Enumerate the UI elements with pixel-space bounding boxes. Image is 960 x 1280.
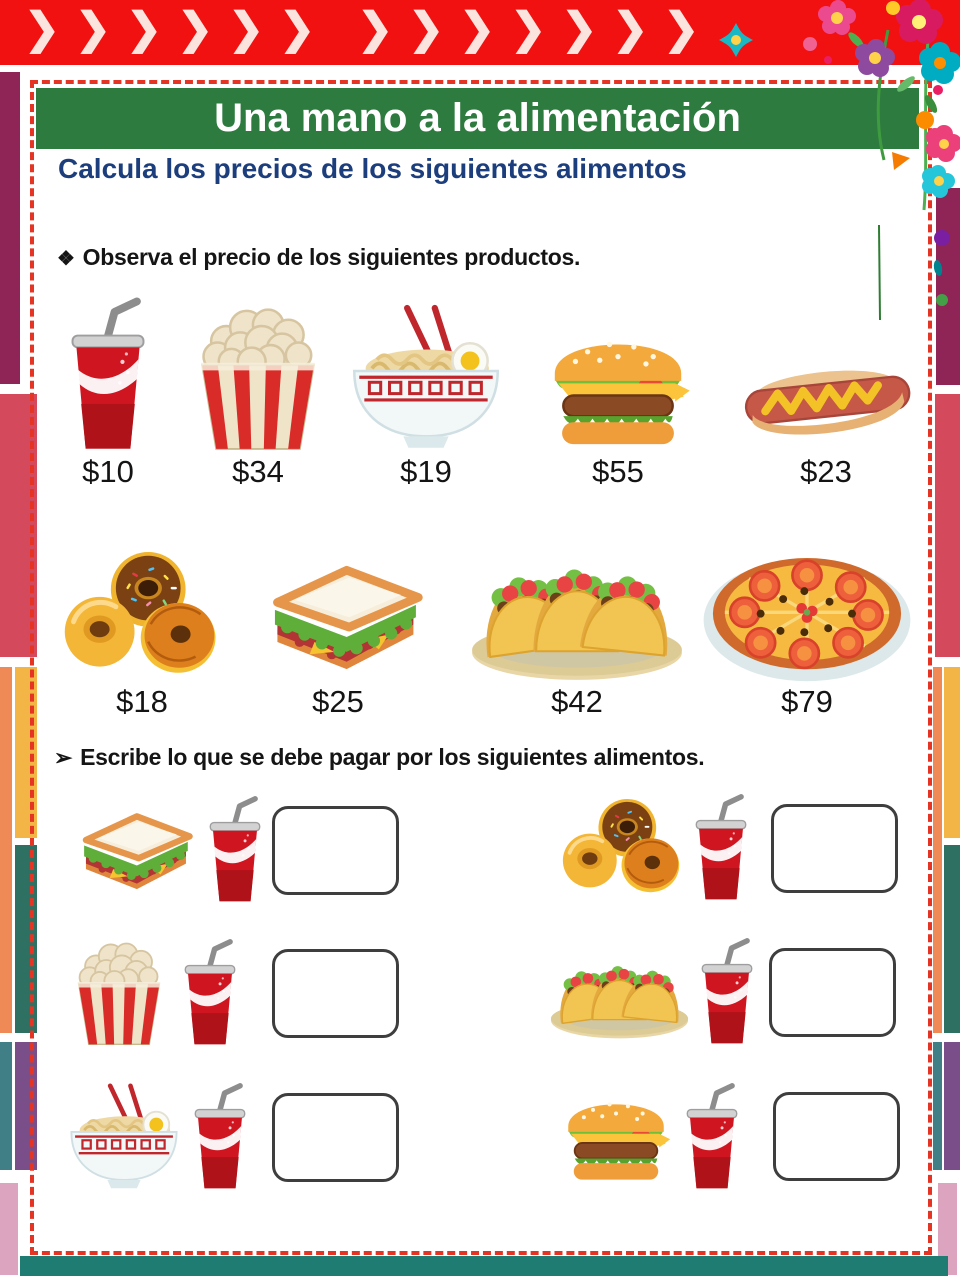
- tacos-image: [468, 534, 686, 684]
- right-strip-purple: [944, 1042, 960, 1170]
- soda-image: [680, 1082, 744, 1192]
- product-donuts: [56, 522, 228, 720]
- answer-box[interactable]: [272, 949, 399, 1038]
- exercise-row-hamburger-soda: [556, 1078, 900, 1195]
- price-label-popcorn: $34: [232, 454, 284, 489]
- soda-image: [695, 937, 759, 1047]
- product-pizza: [692, 522, 922, 720]
- write-instruction: [54, 744, 704, 771]
- exercise-row-sandwich-soda: [62, 791, 399, 909]
- arrow-bullet-icon: ➢: [54, 745, 73, 770]
- price-label-tacos: $42: [551, 684, 603, 719]
- exercise-row-donuts-soda: [560, 789, 898, 907]
- answer-box[interactable]: [773, 1092, 900, 1181]
- right-strip-yellow: [944, 667, 960, 838]
- page-title: Una mano a la alimentación: [214, 96, 741, 140]
- noodles-image: [64, 1082, 184, 1193]
- price-label-hamburger: $55: [592, 454, 644, 489]
- right-strip-teal: [944, 845, 960, 1033]
- pizza-image: [701, 538, 913, 684]
- answer-box[interactable]: [272, 806, 399, 895]
- hotdog-image: [738, 337, 914, 454]
- soda-image: [689, 793, 753, 903]
- left-strip-magenta: [0, 72, 20, 384]
- soda-image: [203, 795, 267, 905]
- price-label-hotdog: $23: [800, 454, 852, 489]
- answer-box[interactable]: [769, 948, 896, 1037]
- answer-box[interactable]: [272, 1093, 399, 1182]
- observe-instruction: [57, 244, 580, 271]
- popcorn-image: [64, 938, 174, 1048]
- answer-box[interactable]: [771, 804, 898, 893]
- noodles-image: [344, 303, 508, 454]
- right-strip-magenta: [936, 188, 960, 385]
- donuts-image: [61, 547, 223, 684]
- product-hamburger: [532, 290, 704, 490]
- hamburger-image: [556, 1086, 676, 1187]
- price-label-sandwich: $25: [312, 684, 364, 719]
- price-label-soda: $10: [82, 454, 134, 489]
- tacos-image: [548, 943, 691, 1041]
- product-noodles: [340, 290, 512, 490]
- exercise-row-tacos-soda: [548, 936, 896, 1048]
- left-strip-teal-thin: [0, 1042, 12, 1170]
- left-strip-orange: [0, 667, 12, 1033]
- product-tacos: [458, 522, 696, 720]
- subtitle: Calcula los precios de los siguientes alimentos: [58, 153, 687, 184]
- product-sandwich: [240, 522, 436, 720]
- title-banner: [36, 88, 919, 149]
- sandwich-image: [62, 800, 199, 900]
- left-strip-pink: [0, 1183, 18, 1275]
- chevrons-decoration: ❯❯❯❯❯❯ ❯❯❯❯❯❯❯: [24, 5, 715, 53]
- write-instruction-text: Escribe lo que se debe pagar por los siguientes alimentos.: [80, 744, 705, 770]
- popcorn-image: [182, 302, 334, 454]
- price-label-pizza: $79: [781, 684, 833, 719]
- sandwich-image: [245, 548, 431, 684]
- hamburger-image: [539, 320, 697, 454]
- soda-image: [178, 938, 242, 1048]
- exercise-row-noodles-soda: [64, 1076, 399, 1198]
- product-hotdog: [728, 290, 924, 490]
- price-label-noodles: $19: [400, 454, 452, 489]
- diamond-bullet-icon: ❖: [57, 248, 75, 270]
- product-soda: [52, 290, 164, 490]
- soda-image: [62, 296, 154, 454]
- right-strip-teal-thin: [933, 1042, 942, 1170]
- product-popcorn: [178, 290, 338, 490]
- price-label-donuts: $18: [116, 684, 168, 719]
- observe-instruction-text: Observa el precio de los siguientes productos.: [82, 244, 581, 270]
- right-strip-crimson: [935, 394, 960, 657]
- top-banner: [0, 0, 960, 65]
- soda-image: [188, 1082, 252, 1192]
- donuts-image: [560, 795, 685, 901]
- bottom-bar: [20, 1256, 948, 1276]
- exercise-row-popcorn-soda: [64, 933, 399, 1053]
- right-strip-orange: [933, 667, 942, 1033]
